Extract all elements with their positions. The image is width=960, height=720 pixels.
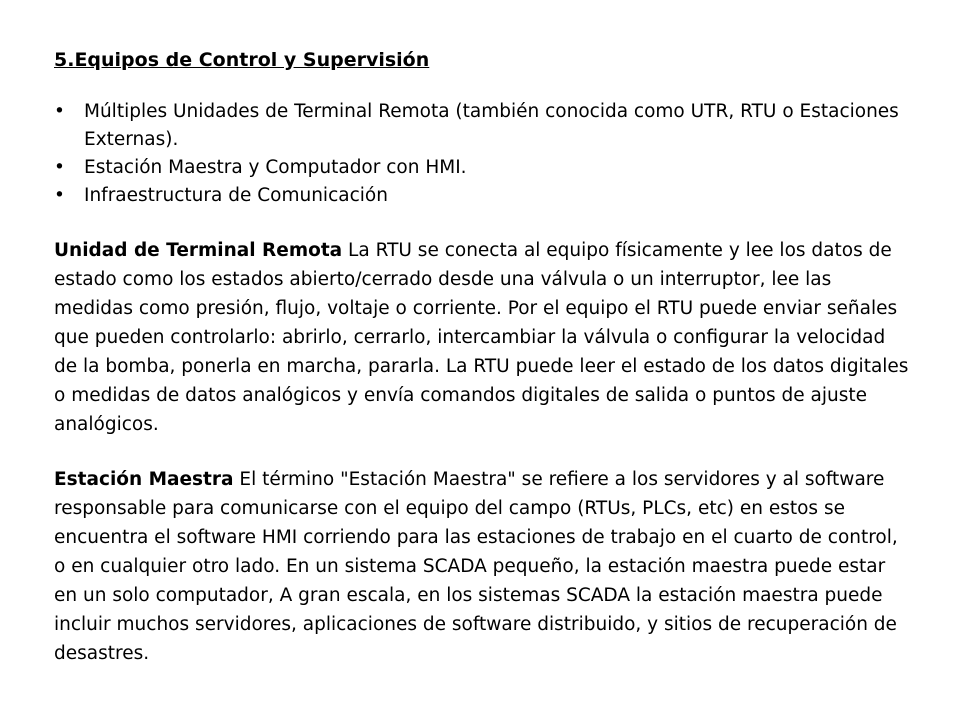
bullet-item	[54, 154, 914, 182]
bullet-item	[54, 182, 914, 210]
rtu-term: Unidad de Terminal Remota	[54, 240, 343, 261]
slide-content	[54, 46, 914, 668]
bullet-text: Múltiples Unidades de Terminal Remota (también conocida como UTR, RTU o Estaciones Externas).	[84, 101, 899, 150]
rtu-paragraph	[54, 236, 914, 439]
bullet-item	[54, 98, 914, 154]
bullet-icon: •	[54, 157, 65, 178]
bullet-text: Estación Maestra y Computador con HMI.	[84, 157, 467, 178]
bullet-list	[54, 98, 914, 210]
rtu-description: La RTU se conecta al equipo físicamente y lee los datos de estado como los estados abierto/cerrado desde una válvula o un interruptor, lee las medidas como presión, flujo, voltaje o corriente. Por el equipo el RTU puede enviar señales que pueden controlarlo: abrirlo, cerrarlo, intercambiar la válvula o configurar la velocidad de la bomba, ponerla en marcha, pararla. La RTU puede leer el estado de los datos digitales o medidas de datos analógicos y envía comandos digitales de salida o puntos de ajuste analógicos.	[54, 240, 909, 435]
bullet-text: Infraestructura de Comunicación	[84, 185, 388, 206]
bullet-icon: •	[54, 101, 65, 122]
master-station-term: Estación Maestra	[54, 469, 234, 490]
master-station-description: El término "Estación Maestra" se refiere a los servidores y al software responsable para comunicarse con el equipo del campo (RTUs, PLCs, etc) en estos se encuentra el software HMI corriendo para las estaciones de trabajo en el cuarto de control, o en cualquier otro lado. En un sistema SCADA pequeño, la estación maestra puede estar en un solo computador, A gran escala, en los sistemas SCADA la estación maestra puede incluir muchos servidores, aplicaciones de software distribuido, y sitios de recuperación de desastres.	[54, 469, 898, 664]
section-heading: 5.Equipos de Control y Supervisión	[54, 49, 430, 71]
bullet-icon: •	[54, 185, 65, 206]
master-station-paragraph	[54, 465, 914, 668]
